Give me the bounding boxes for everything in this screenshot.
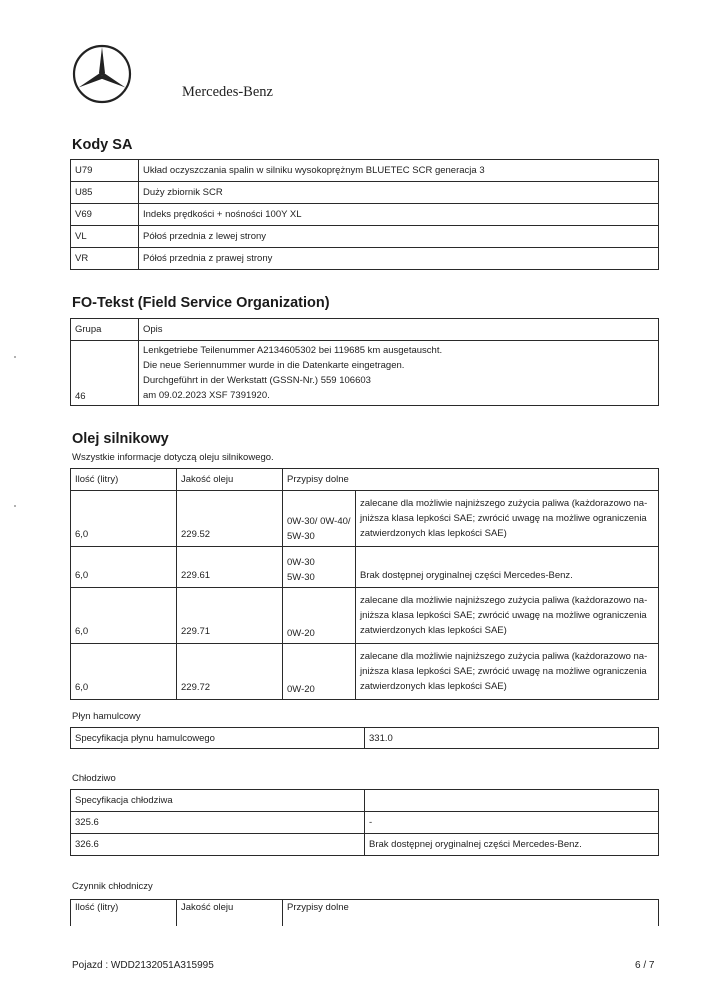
plyn-hamulcowy-label: Płyn hamulcowy <box>72 711 141 722</box>
oil-quantity: 6,0 <box>71 547 177 588</box>
oil-quality: 229.72 <box>177 644 283 700</box>
table-row <box>71 226 659 248</box>
footnote-line: jniższa klasa lepkości SAE; zwrócić uwagę na możliwe ograniczenia <box>360 513 647 524</box>
fo-line: Lenkgetriebe Teilenummer A2134605302 bei 119685 km ausgetauscht. <box>143 345 443 356</box>
margin-dot <box>14 356 16 358</box>
table-row <box>71 491 659 547</box>
table-row <box>71 588 659 644</box>
coolant-note: - <box>365 812 659 834</box>
oil-quality: 229.52 <box>177 491 283 547</box>
footnote-line: zalecane dla możliwie najniższego zużycia paliwa (każdorazowo na- <box>360 651 648 662</box>
table-row <box>71 834 659 856</box>
kody-sa-table <box>70 159 659 270</box>
sa-description: Układ oczyszczania spalin w silniku wysokoprężnym BLUETEC SCR generacja 3 <box>139 160 659 182</box>
footer-vehicle: Pojazd : WDD2132051A315995 <box>72 960 214 971</box>
olej-intro: Wszystkie informacje dotyczą oleju silnikowego. <box>72 452 274 463</box>
fo-line: Die neue Seriennummer wurde in die Datenkarte eingetragen. <box>143 360 405 371</box>
sa-description: Indeks prędkości + nośności 100Y XL <box>139 204 659 226</box>
olej-table <box>70 468 659 700</box>
footnote-line: zatwierdzonych klas lepkości SAE) <box>360 528 507 539</box>
fo-line: Durchgeführt in der Werkstatt (GSSN-Nr.) 559 106603 <box>143 375 371 386</box>
table-row <box>71 204 659 226</box>
sa-code: VR <box>71 248 139 270</box>
footnote-line: zatwierdzonych klas lepkości SAE) <box>360 681 507 692</box>
table-header-row <box>71 790 659 812</box>
spec-value: 331.0 <box>365 728 659 749</box>
oil-footnote <box>356 547 659 588</box>
oil-quality: 229.61 <box>177 547 283 588</box>
oil-quality: 229.71 <box>177 588 283 644</box>
header-ilosc: Ilość (litry) <box>71 469 177 491</box>
table-row <box>71 248 659 270</box>
sa-code: VL <box>71 226 139 248</box>
header-jakosc: Jakość oleju <box>177 469 283 491</box>
table-header-row <box>71 900 659 927</box>
header-przypisy: Przypisy dolne <box>283 900 659 927</box>
kody-sa-title: Kody SA <box>72 137 133 153</box>
oil-viscosity <box>283 588 356 644</box>
oil-quantity: 6,0 <box>71 644 177 700</box>
sa-description: Półoś przednia z prawej strony <box>139 248 659 270</box>
coolant-note: Brak dostępnej oryginalnej części Mercedes-Benz. <box>365 834 659 856</box>
viscosity-line: 0W-30/ 0W-40/ <box>287 516 351 527</box>
footnote-line: jniższa klasa lepkości SAE; zwrócić uwagę na możliwe ograniczenia <box>360 610 647 621</box>
sa-description: Półoś przednia z lewej strony <box>139 226 659 248</box>
mercedes-star-logo <box>72 44 132 104</box>
fo-tekst-title: FO-Tekst (Field Service Organization) <box>72 295 330 311</box>
header-grupa: Grupa <box>71 319 139 341</box>
oil-footnote <box>356 588 659 644</box>
table-row <box>71 812 659 834</box>
oil-viscosity <box>283 644 356 700</box>
oil-quantity: 6,0 <box>71 588 177 644</box>
table-header-row <box>71 319 659 341</box>
oil-viscosity <box>283 491 356 547</box>
table-row <box>71 160 659 182</box>
fo-line: am 09.02.2023 XSF 7391920. <box>143 390 270 401</box>
spec-label: Specyfikacja płynu hamulcowego <box>71 728 365 749</box>
oil-footnote <box>356 644 659 700</box>
sa-code: U79 <box>71 160 139 182</box>
fo-tekst-table <box>70 318 659 406</box>
margin-dot <box>14 505 16 507</box>
header-opis: Opis <box>139 319 659 341</box>
table-row <box>71 182 659 204</box>
brand-name: Mercedes-Benz <box>182 84 273 100</box>
chlodziwo-label: Chłodziwo <box>72 773 116 784</box>
viscosity-line: 0W-30 <box>287 557 315 568</box>
footer-page-number: 6 / 7 <box>635 960 655 971</box>
sa-code: V69 <box>71 204 139 226</box>
header-empty <box>365 790 659 812</box>
table-row <box>71 728 659 749</box>
table-row <box>71 341 659 406</box>
footnote-line: zalecane dla możliwie najniższego zużycia paliwa (każdorazowo na- <box>360 595 648 606</box>
plyn-hamulcowy-table <box>70 727 659 749</box>
footnote-line: Brak dostępnej oryginalnej części Mercedes-Benz. <box>360 570 573 581</box>
sa-description: Duży zbiornik SCR <box>139 182 659 204</box>
header-przypisy: Przypisy dolne <box>283 469 659 491</box>
header-jakosc: Jakość oleju <box>177 900 283 927</box>
fo-opis <box>139 341 659 406</box>
olej-title: Olej silnikowy <box>72 431 169 447</box>
oil-quantity: 6,0 <box>71 491 177 547</box>
czynnik-table <box>70 899 659 926</box>
viscosity-line: 5W-30 <box>287 531 315 542</box>
footnote-line: jniższa klasa lepkości SAE; zwrócić uwagę na możliwe ograniczenia <box>360 666 647 677</box>
chlodziwo-table <box>70 789 659 856</box>
table-row <box>71 644 659 700</box>
coolant-spec: 326.6 <box>71 834 365 856</box>
fo-grupa: 46 <box>71 341 139 406</box>
header-ilosc: Ilość (litry) <box>71 900 177 927</box>
oil-viscosity <box>283 547 356 588</box>
coolant-spec: 325.6 <box>71 812 365 834</box>
footnote-line: zalecane dla możliwie najniższego zużycia paliwa (każdorazowo na- <box>360 498 648 509</box>
viscosity-line: 5W-30 <box>287 572 315 583</box>
footnote-line: zatwierdzonych klas lepkości SAE) <box>360 625 507 636</box>
sa-code: U85 <box>71 182 139 204</box>
header-specyfikacja: Specyfikacja chłodziwa <box>71 790 365 812</box>
oil-footnote <box>356 491 659 547</box>
viscosity-line: 0W-20 <box>287 628 315 639</box>
viscosity-line: 0W-20 <box>287 684 315 695</box>
table-row <box>71 547 659 588</box>
czynnik-label: Czynnik chłodniczy <box>72 881 153 892</box>
table-header-row <box>71 469 659 491</box>
